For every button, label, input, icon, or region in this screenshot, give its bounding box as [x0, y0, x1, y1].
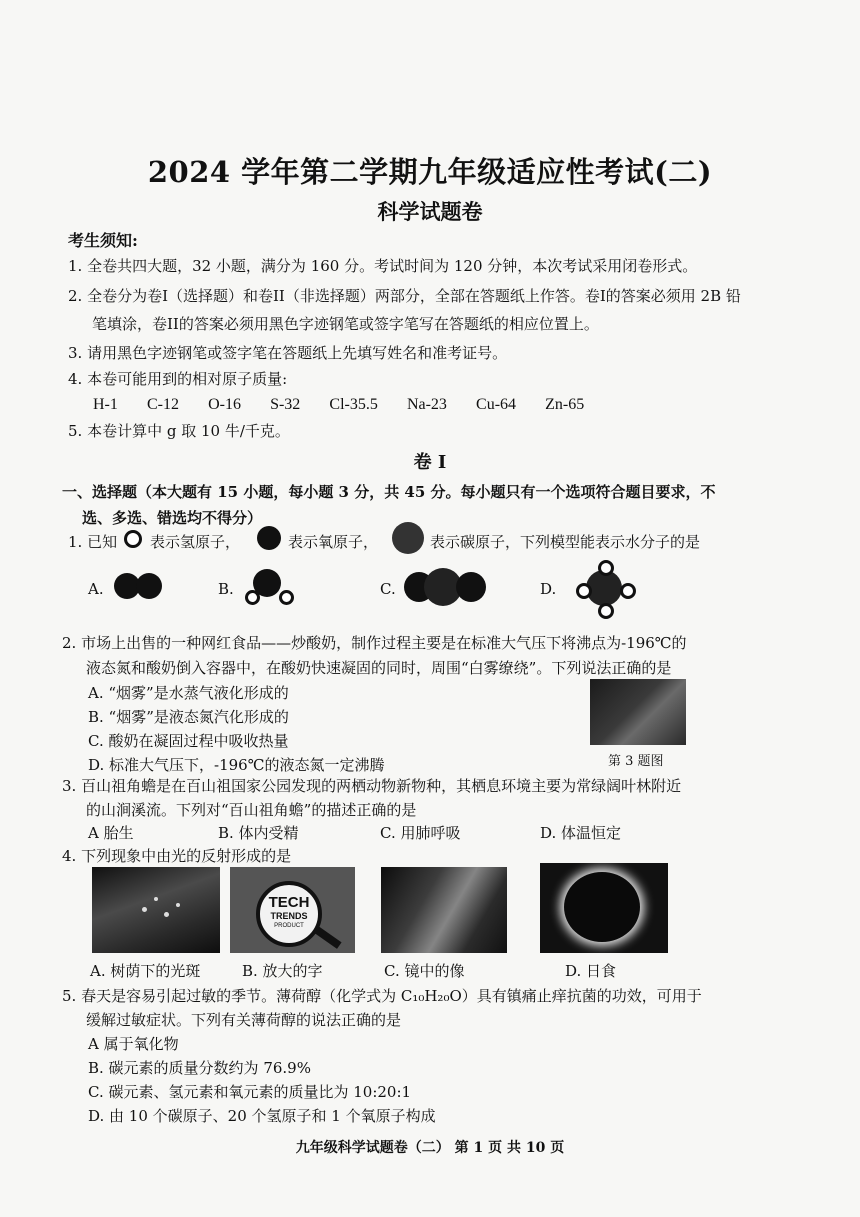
q2-option-b: B. “烟雾”是液态氮汽化形成的 — [88, 708, 289, 726]
mass-c: C-12 — [146, 396, 179, 413]
carbon-atom-icon — [392, 522, 424, 554]
model-b-hydrogen-1 — [245, 590, 260, 605]
q3-option-a: A 胎生 — [88, 824, 134, 842]
q4-trends-word: TRENDS — [270, 911, 308, 921]
q3-option-b: B. 体内受精 — [218, 824, 299, 842]
q1-option-c-label: C. — [380, 580, 396, 598]
exam-title: 2024 学年第二学期九年级适应性考试(二) — [147, 155, 713, 189]
hydrogen-atom-icon — [124, 530, 142, 548]
model-d-hydrogen-4 — [598, 603, 614, 619]
q4-product-word: PRODUCT — [274, 923, 304, 929]
mass-h: H-1 — [93, 396, 118, 413]
model-d-hydrogen-3 — [620, 583, 636, 599]
model-d-hydrogen-2 — [576, 583, 592, 599]
model-a-atom-2 — [136, 573, 162, 599]
q5-option-c: C. 碳元素、氢元素和氧元素的质量比为 10:20:1 — [88, 1083, 412, 1101]
q2-option-d: D. 标准大气压下，-196℃的液态氮一定沸腾 — [88, 756, 385, 774]
atomic-masses — [93, 394, 608, 414]
q1-text-a: 1. 已知 — [68, 533, 118, 551]
mass-s: S-32 — [270, 396, 301, 413]
mass-cu: Cu-64 — [476, 396, 517, 413]
q4-image-d — [540, 863, 668, 953]
q3-figure-image — [590, 679, 686, 745]
mass-cl: Cl-35.5 — [329, 396, 378, 413]
q4-tech-word: TECH — [268, 894, 310, 911]
q4-image-a — [92, 867, 220, 953]
q4-option-b: B. 放大的字 — [242, 962, 323, 980]
notice-item-5: 5. 本卷计算中 g 取 10 牛/千克。 — [68, 422, 290, 440]
volume-label: 卷 I — [413, 452, 447, 473]
exam-subtitle: 科学试题卷 — [377, 199, 483, 224]
q2-line-2: 液态氮和酸奶倒入容器中，在酸奶快速凝固的同时，周围“白雾缭绕”。下列说法正确的是 — [86, 659, 672, 677]
section-heading: 一、选择题（本大题有 15 小题，每小题 3 分，共 45 分。每小题只有一个选项符合题目要求，不 — [62, 483, 716, 501]
oxygen-atom-icon — [257, 526, 281, 550]
q4-option-d: D. 日食 — [565, 962, 617, 980]
notice-item-2-cont: 笔填涂，卷II的答案必须用黑色字迹钢笔或签字笔写在答题纸的相应位置上。 — [92, 315, 599, 333]
q5-line-2: 缓解过敏症状。下列有关薄荷醇的说法正确的是 — [86, 1011, 402, 1029]
notice-heading: 考生须知: — [68, 231, 138, 250]
q2-line-1: 2. 市场上出售的一种网红食品——炒酸奶，制作过程主要是在标准大气压下将沸点为-196℃的 — [62, 634, 687, 652]
q1-text-b: 表示氢原子， — [150, 533, 241, 551]
q4-image-c — [381, 867, 507, 953]
q4-image-b — [230, 867, 355, 953]
q1-option-a-label: A. — [88, 580, 104, 598]
q5-line-1: 5. 春天是容易引起过敏的季节。薄荷醇（化学式为 C₁₀H₂₀O）具有镇痛止痒抗菌的功效，可用于 — [62, 987, 702, 1005]
model-d-hydrogen-1 — [598, 560, 614, 576]
q3-figure-caption: 第 3 题图 — [608, 754, 664, 769]
notice-item-3: 3. 请用黑色字迹钢笔或签字笔在答题纸上先填写姓名和准考证号。 — [68, 344, 508, 362]
notice-item-1: 1. 全卷共四大题，32 小题，满分为 160 分。考试时间为 120 分钟，本次考试采用闭卷形式。 — [68, 257, 698, 275]
mass-na: Na-23 — [406, 396, 447, 413]
q3-option-d: D. 体温恒定 — [540, 824, 622, 842]
model-b-hydrogen-2 — [279, 590, 294, 605]
q3-line-2: 的山涧溪流。下列对“百山祖角蟾”的描述正确的是 — [86, 801, 417, 819]
mass-o: O-16 — [208, 396, 241, 413]
q2-option-a: A. “烟雾”是水蒸气液化形成的 — [88, 684, 289, 702]
q4-option-a: A. 树荫下的光斑 — [90, 962, 201, 980]
q5-option-d: D. 由 10 个碳原子、20 个氢原子和 1 个氧原子构成 — [88, 1107, 436, 1125]
section-heading-cont: 选、多选、错选均不得分） — [82, 509, 263, 527]
q5-option-a: A 属于氧化物 — [88, 1035, 179, 1053]
q3-line-1: 3. 百山祖角蟾是在百山祖国家公园发现的两栖动物新物种，其栖息环境主要为常绿阔叶林附近 — [62, 777, 682, 795]
q1-option-d-label: D. — [540, 580, 557, 598]
q5-option-b: B. 碳元素的质量分数约为 76.9% — [88, 1059, 311, 1077]
q2-option-c: C. 酸奶在凝固过程中吸收热量 — [88, 732, 289, 750]
q1-text-d: 表示碳原子，下列模型能表示水分子的是 — [430, 533, 701, 551]
q1-option-b-label: B. — [218, 580, 234, 598]
q1-text-c: 表示氧原子， — [288, 533, 379, 551]
mass-zn: Zn-65 — [545, 396, 585, 413]
q4-option-c: C. 镜中的像 — [384, 962, 465, 980]
page-footer: 九年级科学试题卷（二） 第 1 页 共 10 页 — [295, 1140, 565, 1156]
model-c-atom-3 — [456, 572, 486, 602]
q4-line-1: 4. 下列现象中由光的反射形成的是 — [62, 847, 292, 865]
notice-item-4: 4. 本卷可能用到的相对原子质量: — [68, 370, 288, 388]
q3-option-c: C. 用肺呼吸 — [380, 824, 461, 842]
notice-item-2: 2. 全卷分为卷I（选择题）和卷II（非选择题）两部分，全部在答题纸上作答。卷I的答案必须用 2B 铅 — [68, 287, 741, 305]
